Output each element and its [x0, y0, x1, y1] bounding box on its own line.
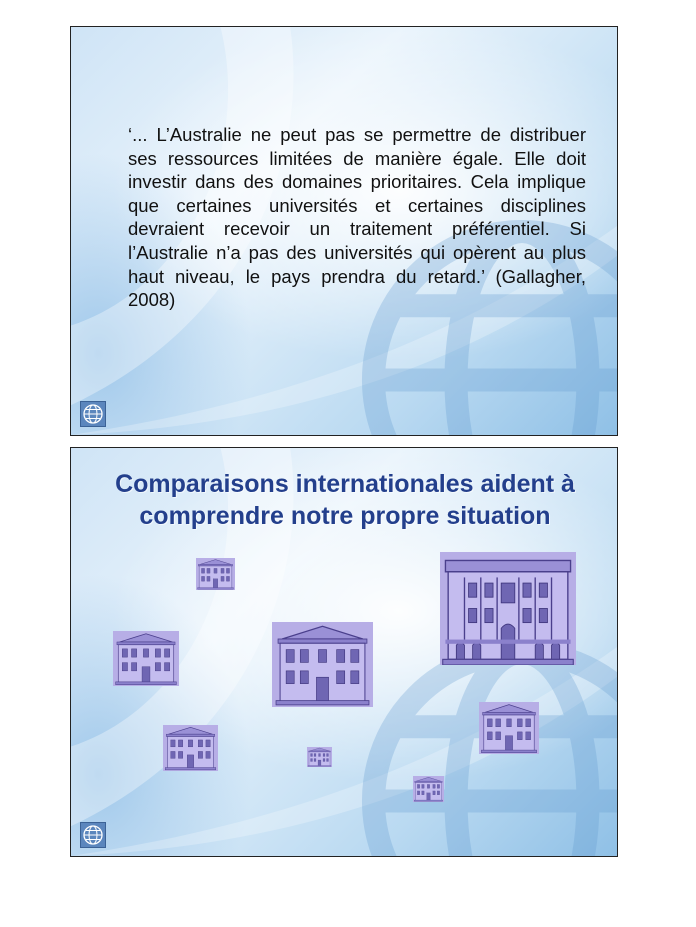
slide-comparisons [70, 447, 618, 857]
university-building-icon [413, 776, 444, 802]
university-building-icon [113, 631, 179, 686]
university-building-icon [440, 552, 576, 665]
slide-title: Comparaisons internationales aident à comprendre notre propre situation [115, 470, 575, 530]
university-building-icon [272, 622, 373, 707]
university-building-icon [196, 558, 235, 590]
university-building-icon [163, 725, 218, 771]
quote-text: ‘... L’Australie ne peut pas se permettre de distribuer ses ressources limitées de manière égale. Elle doit investir dans des domaines prioritaires. Cela implique que certaines universités et certaines disciplines devraient recevoir un traitement préférentiel. Si l’Australie n’a pas des universités qui opèrent au plus haut niveau, le pays prendra du retard.’ (Gallagher, 2008) [128, 124, 586, 311]
slide-quote [70, 26, 618, 436]
university-building-icon [479, 702, 539, 754]
globe-logo-icon [80, 401, 106, 427]
university-building-icon [307, 747, 332, 767]
globe-logo-icon [80, 822, 106, 848]
